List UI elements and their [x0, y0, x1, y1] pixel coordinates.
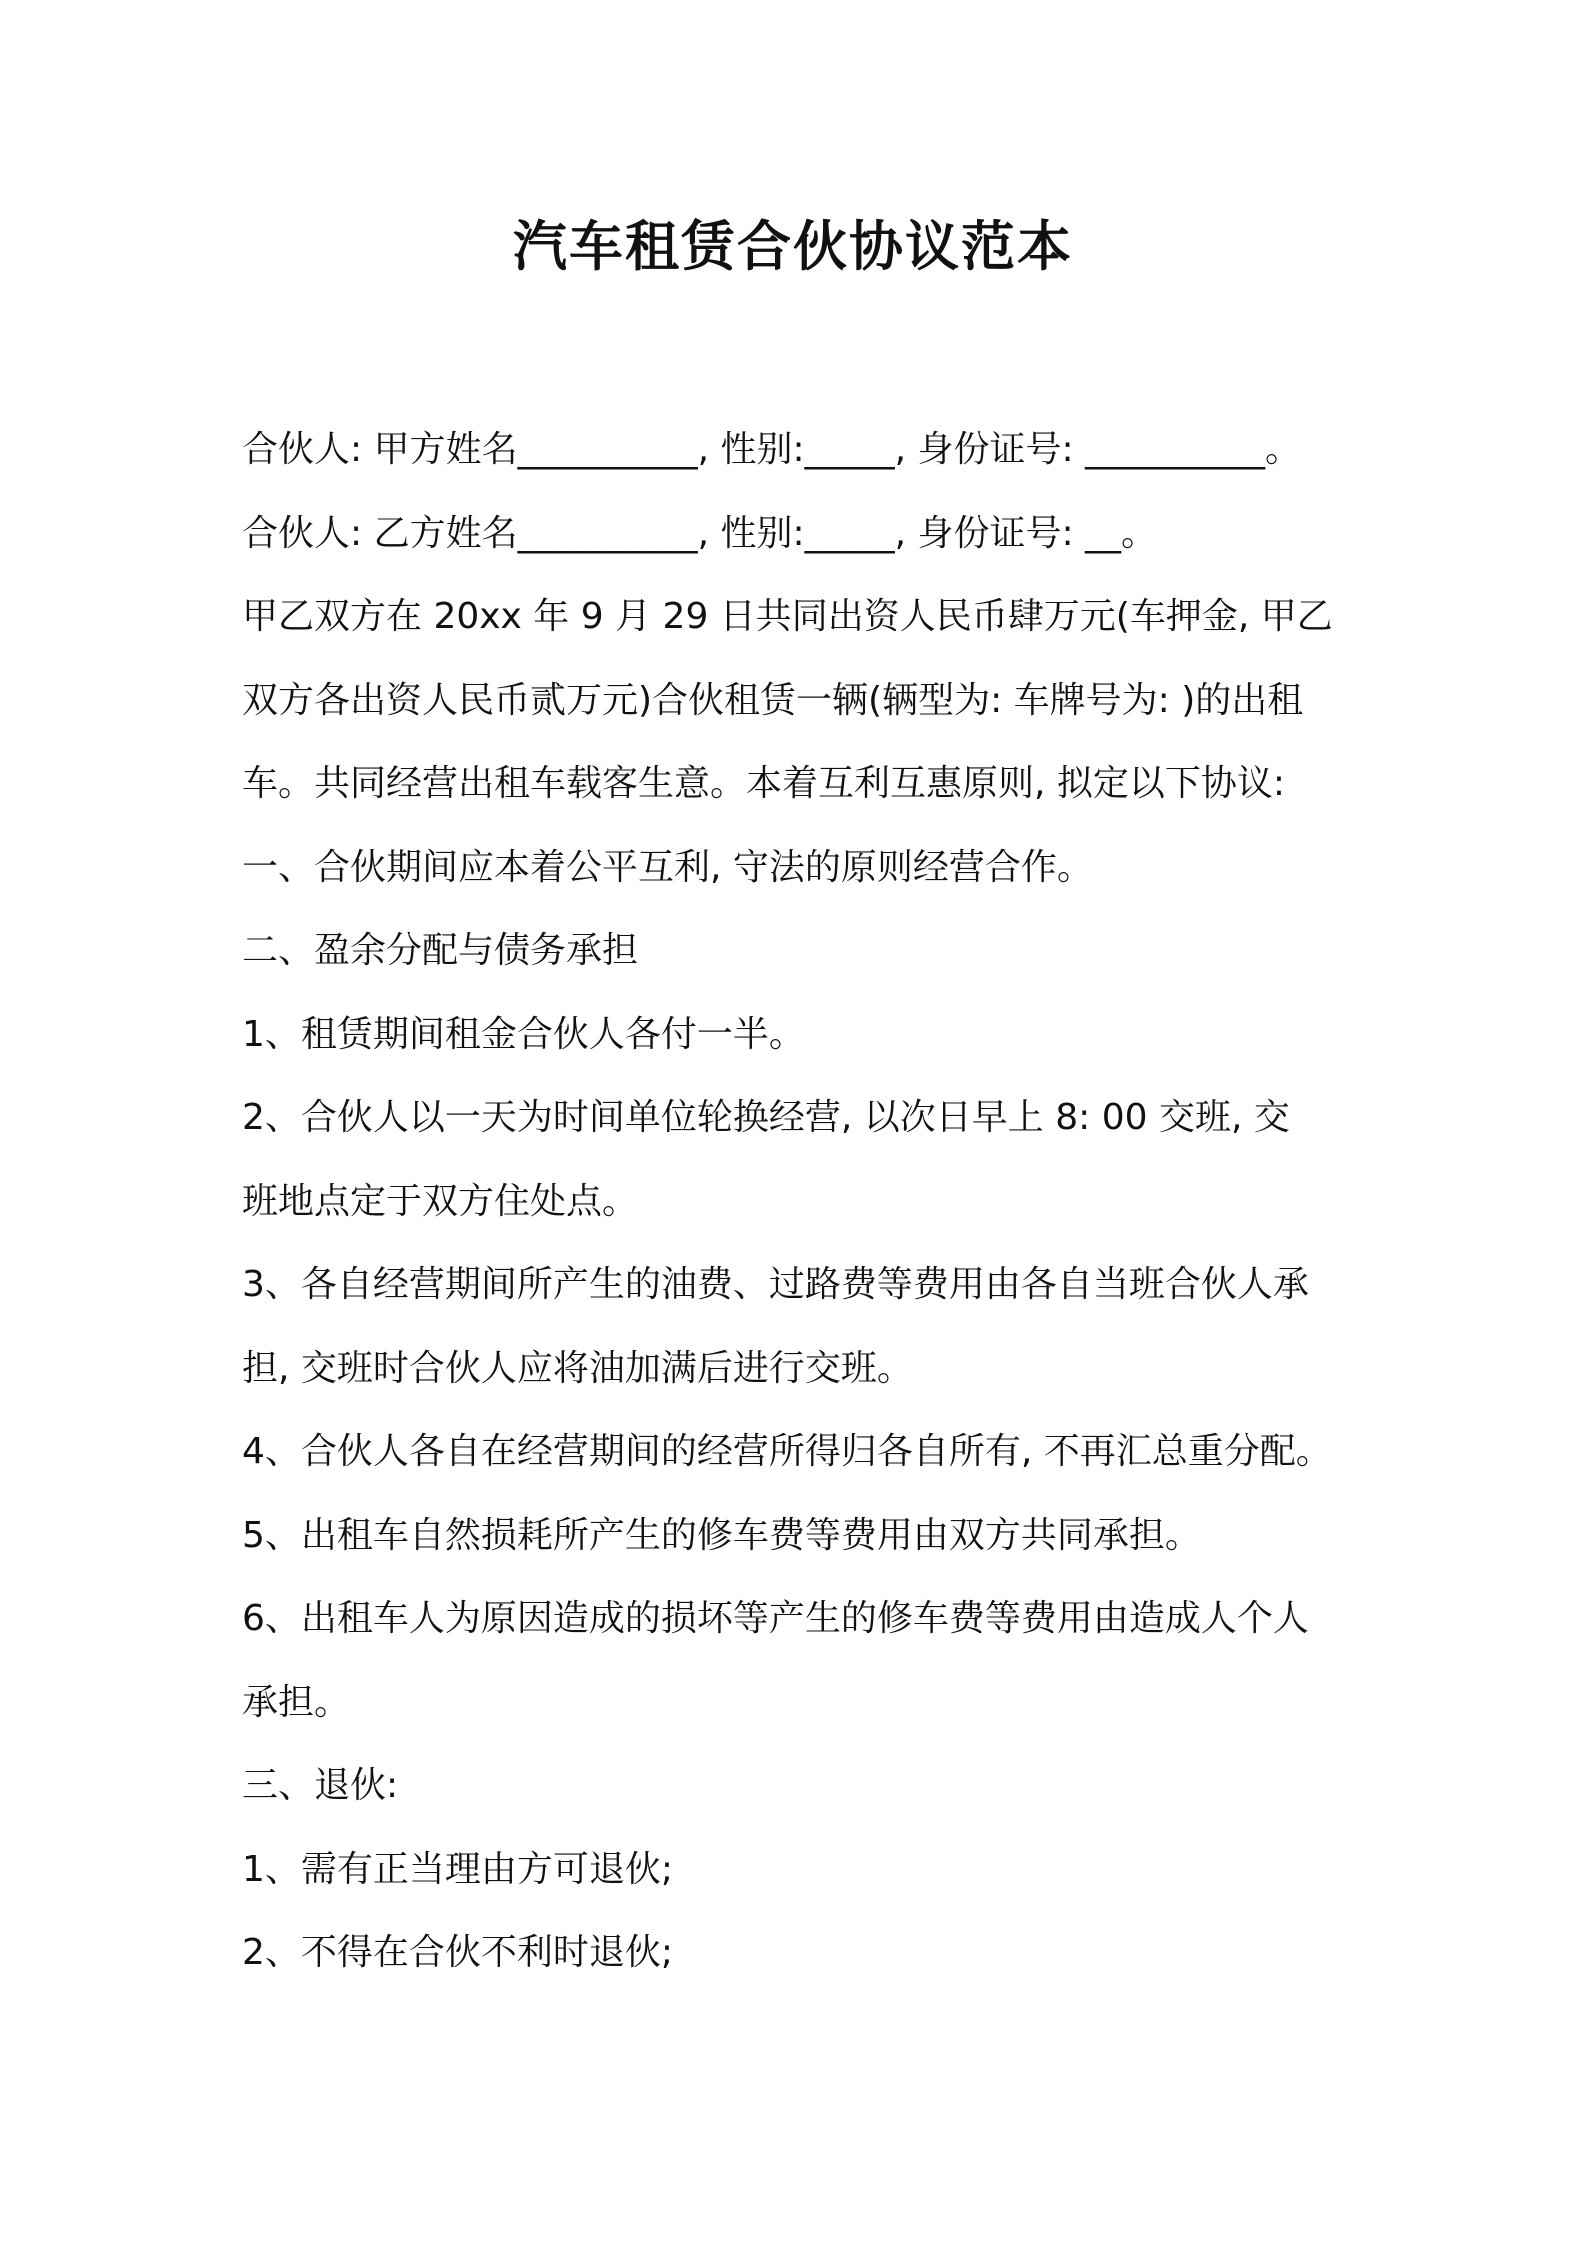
clause-line: 5、出租车自然损耗所产生的修车费等费用由双方共同承担。: [242, 1514, 1201, 1556]
intro-paragraph-line: 甲乙双方在 20xx 年 9 月 29 日共同出资人民币肆万元(车押金, 甲乙: [242, 596, 1333, 637]
section-heading: 二、盈余分配与债务承担: [242, 930, 639, 971]
document-title: 汽车租赁合伙协议范本: [513, 215, 1073, 278]
clause-line: 2、合伙人以一天为时间单位轮换经营, 以次日早上 8: 00 交班, 交: [242, 1097, 1290, 1138]
clause-line: 3、各自经营期间所产生的油费、过路费等费用由各自当班合伙人承: [242, 1264, 1309, 1305]
clause-line: 4、合伙人各自在经营期间的经营所得归各自所有, 不再汇总重分配。: [242, 1431, 1332, 1472]
clause-line: 承担。: [242, 1681, 351, 1723]
clause-line: 班地点定于双方住处点。: [242, 1180, 639, 1222]
clause-line: 2、不得在合伙不利时退伙;: [242, 1932, 674, 1973]
partner-a-line: 合伙人: 甲方姓名__________, 性别:_____, 身份证号: __________。: [242, 429, 1302, 470]
clause-line: 1、需有正当理由方可退伙;: [242, 1848, 674, 1890]
section-heading: 三、退伙:: [242, 1765, 399, 1806]
intro-paragraph-line: 车。共同经营出租车载客生意。本着互利互惠原则, 拟定以下协议:: [242, 763, 1286, 804]
partner-b-line: 合伙人: 乙方姓名__________, 性别:_____, 身份证号: __。: [242, 512, 1158, 554]
intro-paragraph-line: 双方各出资人民币贰万元)合伙租赁一辆(辆型为: 车牌号为: )的出租: [242, 679, 1304, 721]
clause-line: 6、出租车人为原因造成的损坏等产生的修车费等费用由造成人个人: [242, 1598, 1309, 1639]
clause-line: 1、租赁期间租金合伙人各付一半。: [242, 1013, 805, 1055]
document-body: [242, 408, 1372, 1995]
section-heading: 一、合伙期间应本着公平互利, 守法的原则经营合作。: [242, 846, 1093, 888]
clause-line: 担, 交班时合伙人应将油加满后进行交班。: [242, 1347, 913, 1389]
